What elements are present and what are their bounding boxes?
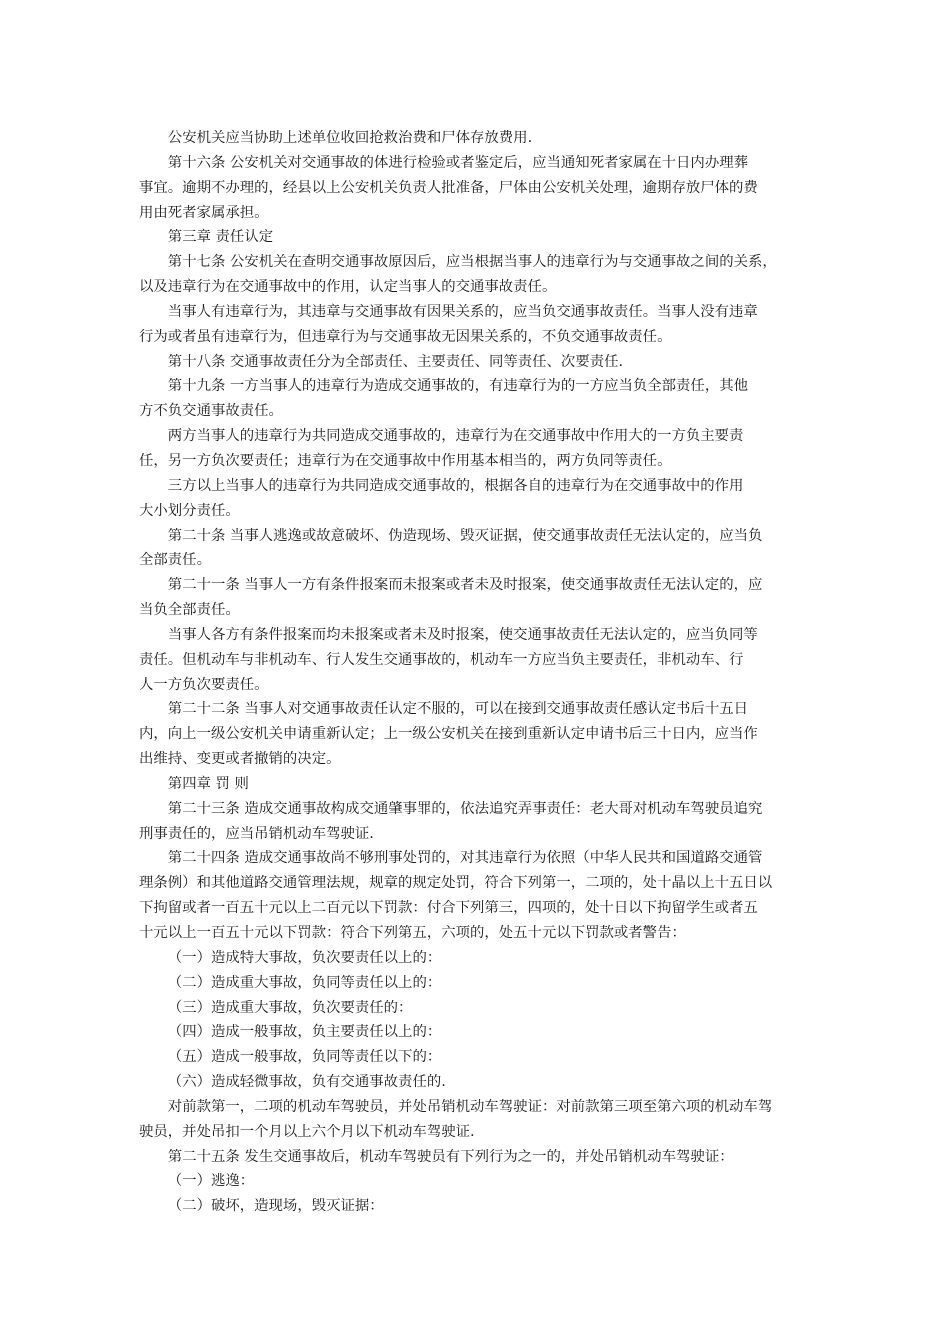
text-line: （一）逃逸： xyxy=(167,1173,255,1190)
text-line: （二）破坏，造现场，毁灭证据： xyxy=(167,1198,384,1215)
text-line: 事宜。逾期不办理的，经县以上公安机关负责人批准备，尸体由公安机关处理，逾期存放尸体的费 xyxy=(139,179,758,196)
paragraph xyxy=(139,424,811,474)
text-line: 第十六条 公安机关对交通事故的体进行检验或者鉴定后，应当通知死者家属在十日内办理葬 xyxy=(167,154,748,171)
paragraph xyxy=(139,1020,811,1045)
paragraph xyxy=(139,1194,811,1219)
paragraph xyxy=(139,1070,811,1095)
text-line: 第十九条 一方当事人的违章行为造成交通事故的，有违章行为的一方应当负全部责任，其他 xyxy=(167,378,748,395)
paragraph xyxy=(139,151,811,226)
text-line: 第四章 罚 则 xyxy=(167,775,249,792)
text-line: 公安机关应当协助上述单位收回抢救治费和尸体存放费用. xyxy=(167,130,533,146)
text-line: （一）造成特大事故，负次要责任以上的： xyxy=(167,949,442,966)
text-line: 内，向上一级公安机关申请重新认定；上一级公安机关在接到重新认定申请书后三十日内，应当作 xyxy=(139,726,758,743)
paragraph xyxy=(139,1095,811,1145)
text-line: （四）造成一般事故，负主要责任以上的： xyxy=(167,1024,442,1041)
paragraph xyxy=(139,971,811,996)
text-line: 出维持、变更或者撤销的决定。 xyxy=(139,751,341,768)
text-line: 十元以上一百五十元以下罚款：符合下列第五，六项的，处五十元以下罚款或者警告： xyxy=(139,925,686,941)
text-line: （五）造成一般事故，负同等责任以下的： xyxy=(167,1049,442,1066)
text-line: 用由死者家属承担。 xyxy=(139,204,269,221)
paragraph xyxy=(139,524,811,574)
paragraph xyxy=(139,846,811,945)
paragraph xyxy=(139,697,811,772)
paragraph xyxy=(139,946,811,971)
text-line: （三）造成重大事故，负次要责任的： xyxy=(167,999,413,1016)
text-line: 第三章 责任认定 xyxy=(167,229,274,246)
paragraph xyxy=(139,374,811,424)
text-line: 大小划分责任。 xyxy=(139,502,240,519)
paragraph xyxy=(139,474,811,524)
text-line: 第二十二条 当事人对交通事故责任认定不服的，可以在接到交通事故责任感认定书后十五日 xyxy=(167,701,748,718)
text-line: 第二十一条 当事人一方有条件报案而未报案或者未及时报案，使交通事故责任无法认定的，应 xyxy=(167,577,763,594)
chapter-heading xyxy=(139,772,811,797)
text-line: 第二十五条 发生交通事故后，机动车驾驶员有下列行为之一的，并处吊销机动车驾驶证： xyxy=(167,1148,734,1165)
text-line: 下拘留或者一百五十元以上二百元以下罚款：付合下列第三，四项的，处十日以下拘留学生或者五 xyxy=(139,900,758,917)
text-line: （二）造成重大事故，负同等责任以上的： xyxy=(167,974,442,991)
text-line: （六）造成轻微事故，负有交通事故责任的. xyxy=(167,1074,446,1091)
text-line: 方不负交通事故责任。 xyxy=(139,403,283,420)
document-body xyxy=(139,126,811,1219)
text-line: 当事人各方有条件报案而均未报案或者未及时报案，使交通事故责任无法认定的，应当负同等 xyxy=(167,626,758,643)
paragraph xyxy=(139,1169,811,1194)
text-line: 人一方负次要责任。 xyxy=(139,676,269,693)
paragraph xyxy=(139,623,811,698)
paragraph xyxy=(139,126,811,151)
chapter-heading xyxy=(139,225,811,250)
text-line: 当负全部责任。 xyxy=(139,602,240,619)
paragraph xyxy=(139,797,811,847)
paragraph xyxy=(139,573,811,623)
text-line: 对前款第一，二项的机动车驾驶员，并处吊销机动车驾驶证：对前款第三项至第六项的机动车驾 xyxy=(167,1098,773,1115)
text-line: 第二十条 当事人逃逸或故意破坏、伪造现场、毁灭证据，使交通事故责任无法认定的，应当负 xyxy=(167,527,763,544)
text-line: 三方以上当事人的违章行为共同造成交通事故的，根据各自的违章行为在交通事故中的作用 xyxy=(167,477,744,494)
paragraph xyxy=(139,250,811,300)
text-line: 行为或者虽有违章行为，但违章行为与交通事故无因果关系的，不负交通事故责任。 xyxy=(139,328,672,345)
text-line: 理条例）和其他道路交通管理法规，规章的规定处罚，符合下列第一，二项的，处十晶以上十五日以 xyxy=(139,875,773,892)
text-line: 当事人有违章行为，其违章与交通事故有因果关系的，应当负交通事故责任。当事人没有违章 xyxy=(167,303,758,320)
paragraph xyxy=(139,350,811,375)
text-line: 两方当事人的违章行为共同造成交通事故的，违章行为在交通事故中作用大的一方负主要责 xyxy=(167,428,744,445)
text-line: 第十八条 交通事故责任分为全部责任、主要责任、同等责任、次要责任. xyxy=(167,353,624,370)
paragraph xyxy=(139,300,811,350)
text-line: 第二十三条 造成交通事故构成交通肇事罪的，依法追究弄事责任：老大哥对机动车驾驶员追究 xyxy=(167,800,763,817)
text-line: 全部责任。 xyxy=(139,552,211,569)
paragraph xyxy=(139,996,811,1021)
paragraph xyxy=(139,1145,811,1170)
text-line: 任，另一方负次要责任；违章行为在交通事故中作用基本相当的，两方负同等责任。 xyxy=(139,452,672,469)
paragraph xyxy=(139,1045,811,1070)
text-line: 责任。但机动车与非机动车、行人发生交通事故的，机动车一方应当负主要责任，非机动车、行 xyxy=(139,651,744,668)
text-line: 驶员，并处吊扣一个月以上六个月以下机动车驾驶证. xyxy=(139,1123,475,1140)
text-line: 第十七条 公安机关在查明交通事故原因后，应当根据当事人的违章行为与交通事故之间的关系， xyxy=(167,254,777,271)
text-line: 刑事责任的，应当吊销机动车驾驶证. xyxy=(139,825,374,842)
text-line: 以及违章行为在交通事故中的作用，认定当事人的交通事故责任。 xyxy=(139,279,557,296)
text-line: 第二十四条 造成交通事故尚不够刑事处罚的，对其违章行为依照（中华人民共和国道路交通管 xyxy=(167,850,763,867)
